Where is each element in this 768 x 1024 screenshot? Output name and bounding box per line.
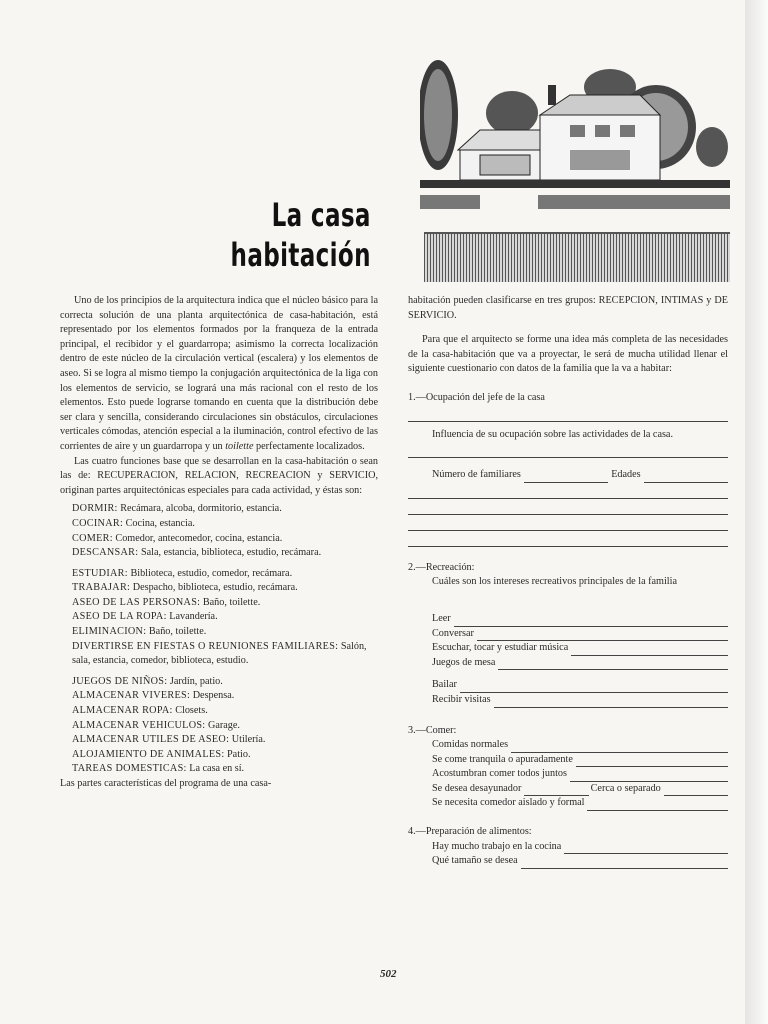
function-item: ELIMINACION: Baño, toilette. — [72, 626, 207, 638]
eating-items — [408, 738, 728, 782]
recreation-items — [408, 612, 728, 670]
functions-paragraph: Las cuatro funciones base que se desarrollan en la casa-habitación o sean las de: RECUPERACION, RELACION, RECREACION y SERVICIO, originan partes arquitectónicas especiales para cada actividad, y éstas son: — [60, 455, 378, 496]
groups-paragraph: habitación pueden clasificarse en tres grupos: RECEPCION, INTIMAS y DE SERVICIO. — [408, 295, 728, 321]
function-item: ASEO DE LAS PERSONAS: Baño, toilette. — [72, 596, 261, 608]
eating-item[interactable]: Acostumbran comer todos juntos — [432, 767, 728, 782]
question-3 — [408, 724, 728, 812]
recreation-item[interactable]: Juegos de mesa — [432, 656, 728, 671]
function-item: ALMACENAR UTILES DE ASEO: Utilería. — [72, 734, 266, 746]
page-number: 502 — [380, 968, 397, 980]
function-item: ALMACENAR VEHICULOS: Garage. — [72, 719, 240, 731]
function-item: COMER: Comedor, antecomedor, cocina, estancia. — [72, 532, 283, 544]
function-item: ALOJAMIENTO DE ANIMALES: Patio. — [72, 748, 251, 760]
intro-paragraph: Uno de los principios de la arquitectura indica que el núcleo básico para la correcta solución de una planta arquitectónica de casa-habitación, está representado por los elementos formados por la franqueza de la entrada principal, el recibidor y el guardarropa; asimismo la correcta localización dentro de este núcleo de la circulación vertical (escalera) y los elementos de aseo. Si se logra al mismo tiempo la conjugación arquitectónica de la liga con los elementos de servicio, se logrará una más racional con el resto de los elementos. Esto puede lograrse tomando en cuenta que la distribución debe ser clara y sencilla, considerando circulaciones sin obstáculos, circulaciones verticales cómodas, atención especial a la iluminación, control efectivo de las corrientes de aire y un guardarropa y un toilette perfectamente localizados. — [60, 295, 378, 452]
eating-item[interactable]: Comidas normales — [432, 738, 728, 753]
blank-line-4[interactable] — [408, 531, 728, 547]
functions-list — [60, 502, 378, 777]
food-prep-heading: 4.—Preparación de alimentos: — [408, 826, 532, 838]
title-line-1: La casa — [271, 196, 371, 234]
occupation-influence: Influencia de su ocupación sobre las actividades de la casa. — [432, 428, 674, 440]
occupation-line[interactable] — [408, 406, 728, 422]
questionnaire-intro: Para que el arquitecto se forme una idea más completa de las necesidades de la casa-habitación que va a proyectar, le será de mucha utilidad llenar el siguiente cuestionario con datos de la familia que la va a habitar: — [408, 334, 728, 375]
formal-dining-row[interactable]: Se necesita comedor aislado y formal — [408, 796, 728, 811]
function-item: DESCANSAR: Sala, estancia, biblioteca, estudio, recámara. — [72, 547, 322, 559]
family-count-row[interactable]: Número de familiares Edades — [408, 468, 728, 483]
right-column — [408, 294, 728, 869]
recreation-item[interactable]: Conversar — [432, 627, 728, 642]
closing-text: Las partes características del programa de una casa- — [60, 778, 272, 789]
eating-item[interactable]: Se come tranquila o apuradamente — [432, 753, 728, 768]
function-item: TAREAS DOMESTICAS: La casa en sí. — [72, 763, 245, 775]
page-edge — [745, 0, 768, 1024]
occupation-field[interactable]: 1.—Ocupación del jefe de la casa — [408, 391, 545, 403]
recreation-sub: Cuáles son los intereses recreativos principales de la familia — [432, 576, 677, 588]
function-item: COCINAR: Cocina, estancia. — [72, 517, 195, 529]
left-column — [60, 294, 378, 792]
blank-line-2[interactable] — [408, 499, 728, 515]
function-item: TRABAJAR: Despacho, biblioteca, estudio, recámara. — [72, 582, 298, 594]
function-item: DIVERTIRSE EN FIESTAS O REUNIONES FAMILIARES: Salón, sala, estancia, comedor, biblioteca, estudio. — [72, 640, 367, 667]
question-1 — [408, 391, 728, 547]
food-prep-item[interactable]: Hay mucho trabajo en la cocina — [432, 840, 728, 855]
food-prep-items — [408, 840, 728, 869]
recreation-item[interactable]: Leer — [432, 612, 728, 627]
recreation-heading: 2.—Recreación: — [408, 561, 475, 573]
question-2 — [408, 561, 728, 708]
recreation-item[interactable]: Escuchar, tocar y estudiar música — [432, 641, 728, 656]
function-item: ASEO DE LA ROPA: Lavandería. — [72, 611, 218, 623]
page-title — [231, 195, 371, 275]
function-item: ALMACENAR ROPA: Closets. — [72, 705, 208, 717]
title-line-2: habitación — [230, 236, 371, 274]
house-illustration — [420, 55, 730, 215]
function-item: ALMACENAR VIVERES: Despensa. — [72, 690, 235, 702]
food-prep-item[interactable]: Qué tamaño se desea — [432, 854, 728, 869]
decorative-hatch-band — [424, 232, 730, 282]
blank-line-3[interactable] — [408, 515, 728, 531]
breakfast-row[interactable]: Se desea desayunador Cerca o separado — [408, 782, 728, 797]
recreation-items-b — [408, 678, 728, 707]
influence-line[interactable] — [408, 442, 728, 458]
function-item: JUEGOS DE NIÑOS: Jardín, patio. — [72, 675, 223, 687]
function-item: ESTUDIAR: Biblioteca, estudio, comedor, recámara. — [72, 567, 293, 579]
recreation-item[interactable]: Bailar — [432, 678, 728, 693]
question-4 — [408, 825, 728, 869]
eating-heading: 3.—Comer: — [408, 724, 457, 736]
blank-line-1[interactable] — [408, 483, 728, 499]
function-item: DORMIR: Recámara, alcoba, dormitorio, estancia. — [72, 503, 282, 515]
recreation-item[interactable]: Recibir visitas — [432, 693, 728, 708]
